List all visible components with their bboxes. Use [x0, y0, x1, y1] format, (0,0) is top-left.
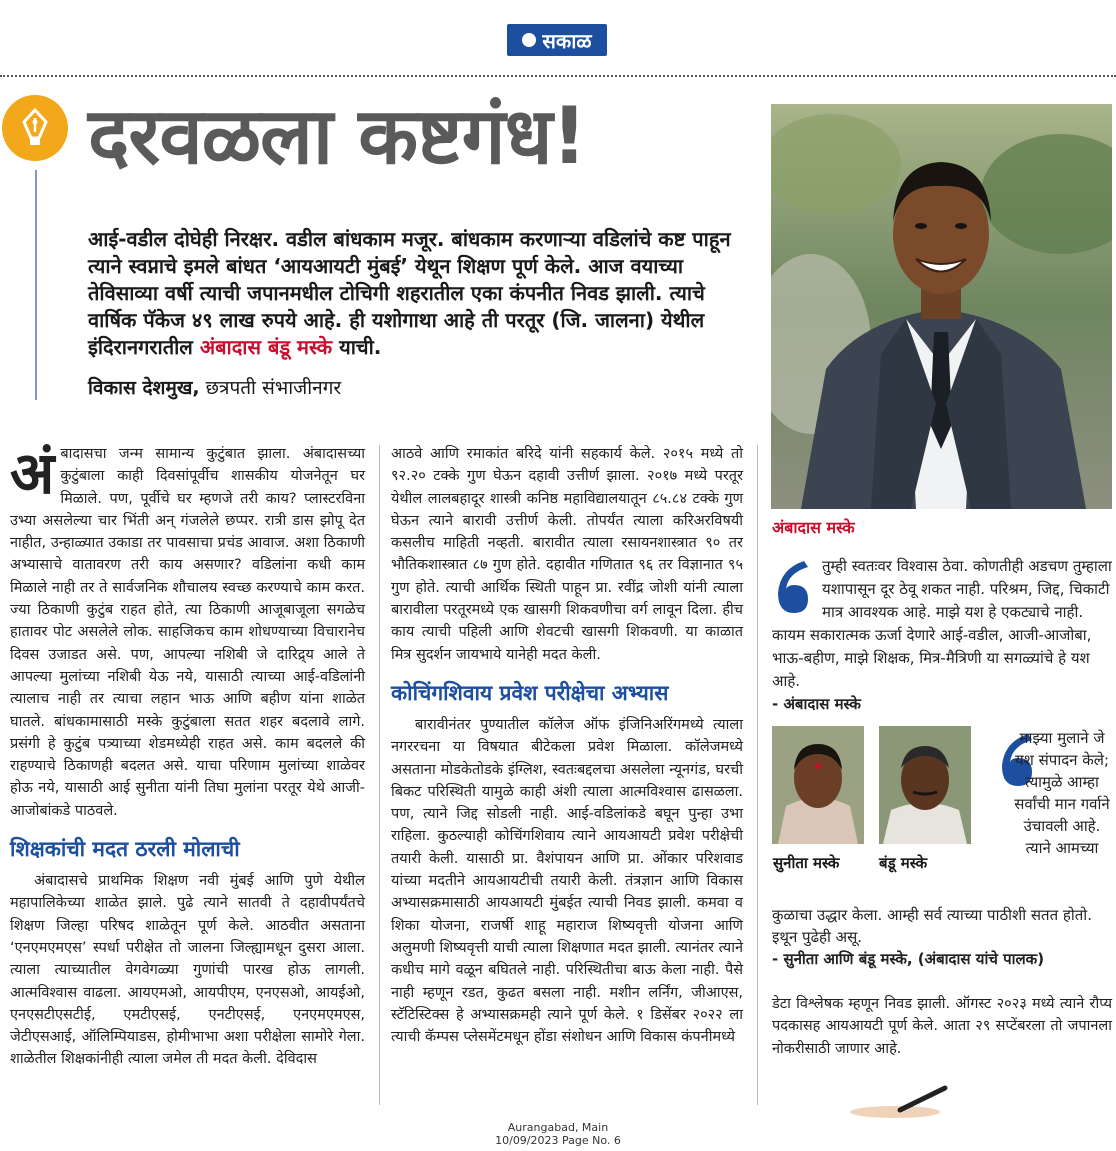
parents-quote-side: माझ्या मुलाने जे यश संपादन केले; त्यामुळे आम्हा सर्वांची मान गर्वाने उंचावली आहे. त्याने आमच्या	[1014, 729, 1110, 857]
byline-author: विकास देशमुख,	[88, 377, 200, 399]
intro-subject-name: अंबादास बंडू मस्के	[199, 335, 333, 359]
quote-attribution: - अंबादास मस्के	[772, 695, 861, 713]
article-intro	[88, 226, 748, 361]
photo-caption: अंबादास मस्के	[772, 518, 855, 537]
column-divider	[379, 445, 380, 1105]
pull-quote	[772, 555, 1112, 716]
article-column-1	[10, 439, 365, 1071]
page-footer	[0, 1121, 1116, 1147]
quote-text: तुम्ही स्वतःवर विश्वास ठेवा. कोणतीही अडचण तुम्हाला यशापासून दूर ठेवू शकत नाही. परिश्रम, जिद्द, चिकाटी मात्र आवश्यक आहे. माझे यश हे एकट्याचे नाही. कायम सकारात्मक ऊर्जा देणारे आई-वडील, आजी-आजोबा, भाऊ-बहीण, माझे शिक्षक, मित्र-मैत्रिणी या सगळ्यांचे हे यश आहे.	[772, 557, 1112, 690]
subheading: कोचिंगशिवाय प्रवेश परीक्षेचा अभ्यास	[391, 680, 669, 705]
quote-mark-icon	[774, 559, 812, 615]
body-paragraph: बारावीनंतर पुण्यातील कॉलेज ऑफ इंजिनिअरिंगमध्ये त्याला नगररचना या विषयात बीटेकला प्रवेश मिळाला. कॉलेजमध्ये असताना मोडकेतोडके इंग्लिश, स्वतःबद्दलचा असलेला न्यूनगंड, घरची बिकट परिस्थिती यामुळे काही अंशी त्याला आत्मविश्वास ढासळला. पण, त्याने जिद्द सोडली नाही. आई-वडिलांकडे बघून पुन्हा उभा राहिला. कुठल्याही कोचिंगशिवाय त्याने आयआयटी प्रवेश परीक्षेची तयारी केली. यासाठी प्रा. वैशंपायन आणि प्रा. ओंकार परिशवाड यांच्या मदतीने आयआयटीची तयारी केली. तंत्रज्ञान आणि विकास अभ्यासक्रमासाठी आयआयटी मुंबईत त्याची निवड झाली. कमवा व शिका योजना, राजर्षी शाहू महाराज शिष्यवृत्ती योजना आणि अलुमणी शिष्यवृत्ती याची त्याला शिक्षणात मदत झाली. त्यानंतर त्याने कधीच मागे वळून बघितले नाही. परिस्थितीचा बाऊ केला नाही. पैसे नाही म्हणून रडत, कुढत बसला नाही. मशीन लर्निंग, जीआएस, स्टॅटिस्टिक्स हे अभ्यासक्रमही त्याने पूर्ण केले. १ डिसेंबर २०२२ ला त्याची कॅम्पस प्लेसमेंटमधून होंडा संशोधन आणि विकास कंपनीमध्ये	[391, 716, 743, 1046]
parents-quote	[772, 904, 1112, 970]
subject-photo	[771, 104, 1112, 509]
title-accent-line	[35, 170, 37, 400]
subheading: शिक्षकांची मदत ठरली मोलाची	[10, 837, 240, 862]
father-photo	[879, 726, 971, 844]
column-divider	[757, 445, 758, 1105]
footer-date-page: 10/09/2023 Page No. 6	[495, 1134, 621, 1147]
body-paragraph: बादासचा जन्म सामान्य कुटुंबात झाला. अंबादासच्या कुटुंबाला काही दिवसांपूर्वीच शासकीय योजनेतून घर मिळाले. पण, पूर्वीचे घर म्हणजे तरी काय? प्लास्टरविना उभ्या असलेल्या चार भिंती अन् गंजलेले छप्पर. रात्री डास झोपू देत नाहीत, उन्हाळ्यात उकाडा तर पावसाचा प्रचंड आवाज. अशा ठिकाणी अभ्यासाचे वातावरण तरी काय असणार? वडिलांना कधी काम मिळाले नाही तर ते सार्वजनिक शौचालय स्वच्छ करण्याचे काम करत. ज्या ठिकाणी कुटुंब राहत होते, त्या ठिकाणी आजूबाजूला सगळेच हातावर पोट असलेले लोक. साहजिकच काम शोधण्याच्या विचारानेच दिवस उजाडत असे. पण, आपल्या नशिबी जे दारिद्र्य आले ते आपल्या मुलांच्या नशिबी येऊ नये, यासाठी त्याच्या आई-वडिलांनी त्यालाच नाही तर त्याचा लहान भाऊ आणि बहीण यांना शाळेत घातले. बांधकामासाठी मस्के कुटुंबाला सतत शहर बदलावे लागे. प्रसंगी हे कुटुंब पत्र्याच्या शेडमध्येही राहत असे. काम बदलले की राहण्याचे ठिकाणही बदलत असे. याचा परिणाम मुलांच्या शाळेवर होऊ नये, यासाठी आई सुनीता यांनी तिघा मुलांना परतूर येथे आजी-आजोबांकडे पाठवले.	[10, 446, 365, 819]
intro-text: आई-वडील दोघेही निरक्षर. वडील बांधकाम मजूर. बांधकाम करणाऱ्या वडिलांचे कष्ट पाहून त्याने स्वप्नाचे इमले बांधत ‘आयआयटी मुंबई’ येथून शिक्षण पूर्ण केले. आज वयाच्या तेविसाव्या वर्षी त्याची जपानमधील टोचिगी शहरातील एका कंपनीत निवड झाली. त्याचे वार्षिक पॅकेज ४९ लाख रुपये आहे. ही यशोगाथा आहे ती परतूर (जि. जालना) येथील इंदिरानगरातील	[88, 227, 731, 359]
footer-edition: Aurangabad, Main	[507, 1121, 609, 1134]
father-caption: बंडू मस्के	[879, 854, 928, 872]
byline-place: छत्रपती संभाजीनगर	[199, 377, 342, 399]
pen-nib-icon	[2, 95, 68, 161]
parents-quote-attribution: - सुनीता आणि बंडू मस्के, (अंबादास यांचे पालक)	[772, 950, 1045, 968]
body-paragraph: अंबादासचे प्राथमिक शिक्षण नवी मुंबई आणि पुणे येथील महापालिकेच्या शाळेत झाले. पुढे त्याने सातवी ते दहावीपर्यंतचे शिक्षण जिल्हा परिषद शाळेतून पूर्ण केले. आठवीत असताना ‘एनएमएमएस’ स्पर्धा परीक्षेत तो जालना जिल्ह्यामधून दुसरा आला. त्याला त्याच्यातील वेगवेगळ्या गुणांची पारख होऊ लागली. आत्मविश्वास वाढला. आयएमओ, आयपीएम, एनएसओ, आयईओ, एनएसटीएसटीई, एमटीएसई, एनटीएसई, एनएमएमएस, जेटीएसआई, ऑलिम्पियाडस, होमीभाभा अशा परीक्षेला सामोरे गेला. शाळेतील शिक्षकांनीही त्याला जमेल ती मदत केली. देविदास	[10, 873, 365, 1068]
parents-quote-text: कुळाचा उद्धार केला. आम्ही सर्व त्याच्या पाठीशी सतत होतो. इथून पुढेही असू.	[772, 906, 1092, 946]
drop-cap: अं	[10, 439, 55, 507]
logo-text: सकाळ	[542, 28, 592, 53]
body-paragraph: आठवे आणि रमाकांत बरिदे यांनी सहकार्य केले. २०१५ मध्ये तो ९२.२० टक्के गुण घेऊन दहावी उत्तीर्ण झाला. २०१७ मध्ये परतूर येथील लालबहादूर शास्त्री कनिष्ठ महाविद्यालयातून ८५.८४ टक्के गुण घेऊन त्याने बारावी उत्तीर्ण केली. तोपर्यंत त्याला करिअरविषयी कसलीच माहिती नव्हती. बारावीत त्याला रसायनशास्त्रात ९० तर भौतिकशास्त्रात ८७ गुण होते. दहावीत गणितात ९६ तर विज्ञानात ९५ गुण होते. त्याची आर्थिक स्थिती पाहून प्रा. रवींद्र जोशी यांनी त्याला बारावीला परतूरमध्ये एक खासगी शिकवणीचा वर्ग लावून दिला. हीच काय त्याची पहिली आणि शेवटची खासगी शिकवणी. या काळात मित्र सुदर्शन जायभाये यानेही मदत केली.	[391, 446, 743, 663]
logo-emblem-icon	[522, 33, 536, 47]
intro-text-end: याची.	[332, 335, 382, 359]
mother-photo	[772, 726, 864, 844]
newspaper-logo	[507, 24, 607, 56]
masthead-divider	[0, 75, 1116, 77]
byline	[88, 374, 341, 400]
body-paragraph: डेटा विश्लेषक म्हणून निवड झाली. ऑगस्ट २०२३ मध्ये त्याने रौप्य पदकासह आयआयटी पूर्ण केले. आता २९ सप्टेंबरला तो जपानला नोकरीसाठी जाणार आहे.	[772, 996, 1112, 1057]
pen-decoration-icon	[850, 1082, 950, 1118]
article-column-2	[391, 443, 743, 1048]
mother-caption: सुनीता मस्के	[773, 854, 840, 872]
article-headline: दरवळला कष्टगंध!	[88, 92, 587, 182]
